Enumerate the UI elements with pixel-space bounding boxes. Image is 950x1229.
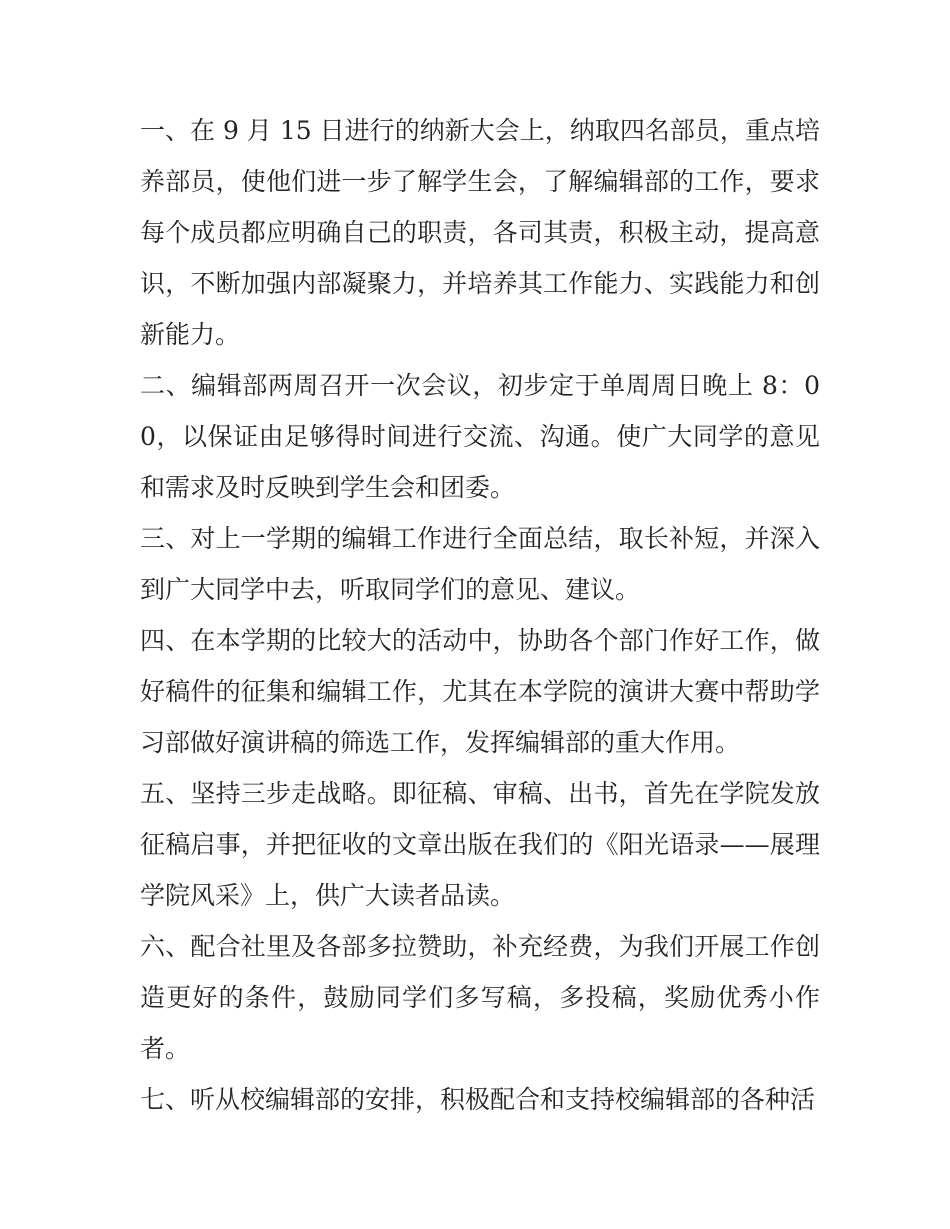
paragraph-4: 四、在本学期的比较大的活动中，协助各个部门作好工作，做好稿件的征集和编辑工作，尤其在本学院的演讲大赛中帮助学习部做好演讲稿的筛选工作，发挥编辑部的重大作用。 (140, 626, 820, 757)
paragraph-3: 三、对上一学期的编辑工作进行全面总结，取长补短，并深入到广大同学中去，听取同学们的意见、建议。 (140, 524, 820, 604)
document-body (140, 105, 820, 1125)
paragraph-5: 五、坚持三步走战略。即征稿、审稿、出书，首先在学院发放征稿启事，并把征收的文章出版在我们的《阳光语录——展理学院风采》上，供广大读者品读。 (140, 779, 820, 910)
paragraph-1: 一、在 9 月 15 日进行的纳新大会上，纳取四名部员，重点培养部员，使他们进一步了解学生会，了解编辑部的工作，要求每个成员都应明确自己的职责，各司其责，积极主动，提高意识，不断加强内部凝聚力，并培养其工作能力、实践能力和创新能力。 (140, 116, 820, 349)
paragraph-2: 二、编辑部两周召开一次会议，初步定于单周周日晚上 8：00，以保证由足够得时间进行交流、沟通。使广大同学的意见和需求及时反映到学生会和团委。 (140, 371, 820, 502)
paragraph-6: 六、配合社里及各部多拉赞助，补充经费，为我们开展工作创造更好的条件，鼓励同学们多写稿，多投稿，奖励优秀小作者。 (140, 932, 820, 1063)
paragraph-7: 七、听从校编辑部的安排，积极配合和支持校编辑部的各种活 (140, 1085, 816, 1114)
